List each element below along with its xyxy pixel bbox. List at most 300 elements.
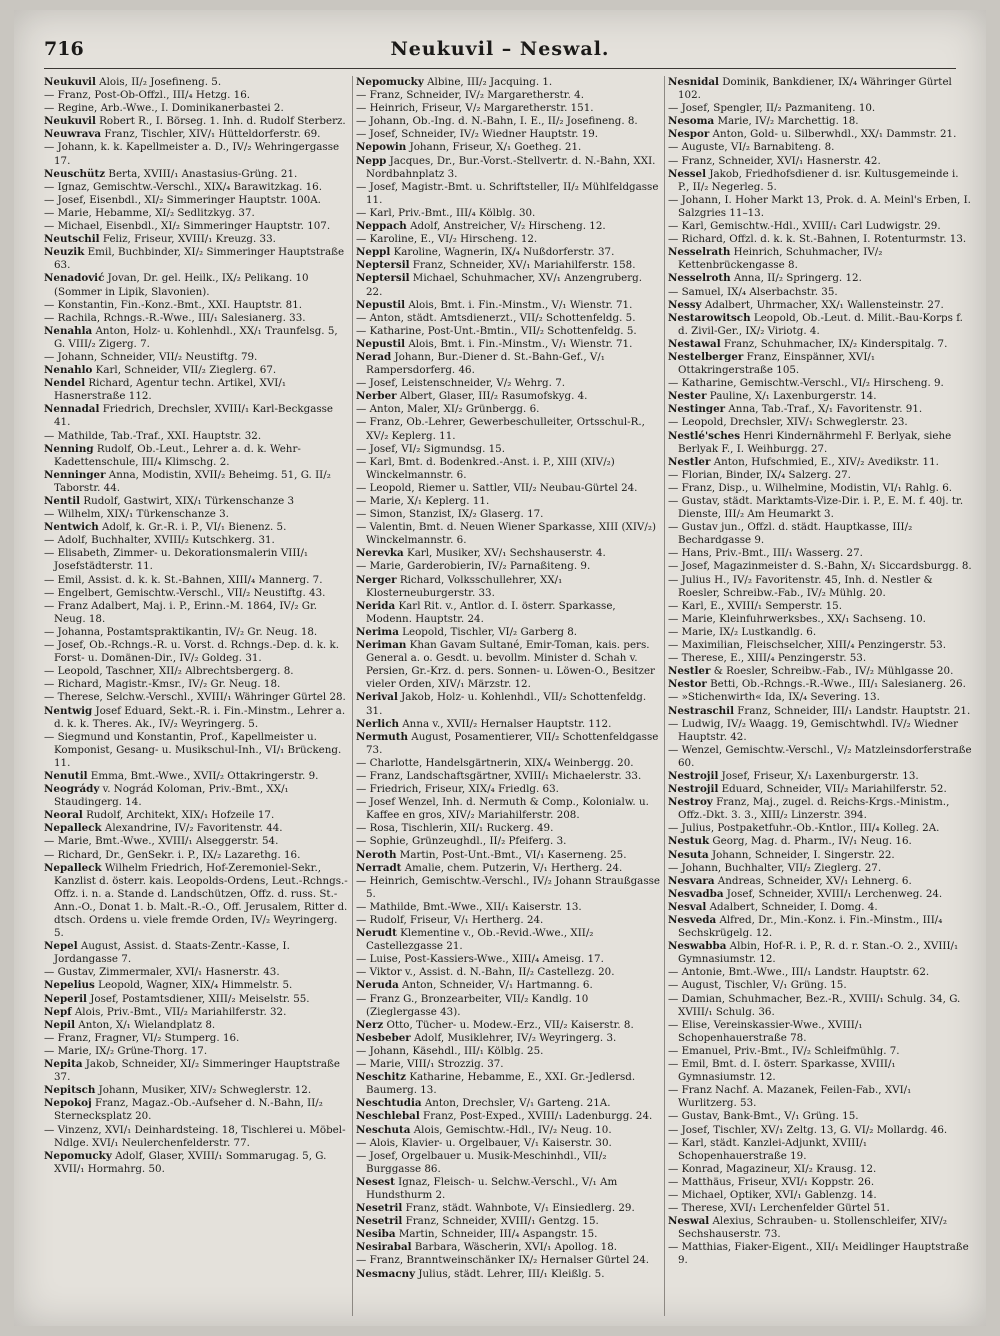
directory-entry	[356, 757, 660, 770]
entry-details: — Gustav, Zimmermaler, XVI/₁ Hasnerstr. 43.	[44, 966, 280, 979]
entry-details: Josef, Friseur, X/₁ Laxenburgerstr. 13.	[721, 769, 919, 782]
directory-entry	[356, 849, 660, 862]
entry-details: — Antonie, Bmt.-Wwe., III/₁ Landstr. Hauptstr. 62.	[668, 966, 930, 979]
entry-surname: Nepustil	[356, 298, 406, 311]
directory-entry	[668, 495, 972, 521]
entry-details: Alois, Bmt. i. Fin.-Minstm., V/₁ Wienstr. 71.	[408, 298, 633, 311]
directory-entry	[356, 181, 660, 207]
directory-entry	[44, 770, 348, 783]
entry-surname: Nestelberger	[668, 350, 744, 363]
entry-surname: Nesvara	[668, 874, 715, 887]
entry-details: — Engelbert, Gemischtw.-Verschl., VII/₂ Neustiftg. 43.	[44, 586, 326, 599]
entry-surname: Nenutil	[44, 769, 88, 782]
directory-entry	[44, 587, 348, 600]
directory-entry	[356, 246, 660, 259]
directory-entry	[668, 1084, 972, 1110]
directory-entry	[668, 194, 972, 220]
directory-entry	[44, 508, 348, 521]
directory-entry	[668, 1189, 972, 1202]
directory-entry	[356, 600, 660, 626]
entry-details: — Valentin, Bmt. d. Neuen Wiener Sparkasse, XIII (XIV/₂) Winckelmannstr. 6.	[356, 521, 656, 547]
entry-details: — Johann, k. k. Kapellmeister a. D., IV/₂ Wehringergasse 17.	[44, 141, 340, 167]
entry-details: Johann, Musiker, XIV/₂ Schweglerstr. 12.	[98, 1084, 312, 1097]
entry-details: Alois, Priv.-Bmt., VII/₂ Mariahilferstr. 32.	[74, 1005, 287, 1018]
entry-details: Franz, Schneider, XVIII/₁ Gentzg. 15.	[405, 1215, 599, 1228]
directory-entry	[356, 835, 660, 848]
entry-details: — Therese, E., XIII/₄ Penzingerstr. 53.	[668, 652, 867, 665]
directory-entry	[356, 1071, 660, 1097]
directory-entry	[356, 155, 660, 181]
directory-entry	[44, 128, 348, 141]
entry-surname: Nester	[668, 390, 707, 403]
entry-details: Adalbert, Uhrmacher, XX/₁ Wallensteinstr. 27.	[704, 298, 944, 311]
directory-entry	[356, 220, 660, 233]
directory-entry	[44, 547, 348, 573]
entry-surname: Nenning	[44, 442, 94, 455]
directory-entry	[668, 338, 972, 351]
entry-details: Anna, II/₂ Springerg. 12.	[733, 272, 862, 285]
entry-details: — Josef, Eisenbdl., XI/₂ Simmeringer Hauptstr. 100A.	[44, 193, 321, 206]
entry-details: Emma, Bmt.-Wwe., XVII/₂ Ottakringerstr. 9.	[90, 769, 319, 782]
directory-entry	[44, 194, 348, 207]
entry-surname: Nesselroth	[668, 272, 731, 285]
entry-details: Jakob, Holz- u. Kohlenhdl., VII/₂ Schottenfeldg. 31.	[366, 691, 647, 717]
entry-surname: Nepil	[44, 1018, 75, 1031]
entry-surname: Neswal	[668, 1215, 710, 1228]
entry-details: Martin, Schneider, III/₄ Aspangstr. 15.	[398, 1228, 598, 1241]
entry-surname: Nenahlo	[44, 364, 93, 377]
entry-details: Adolf, k. Gr.-R. i. P., VI/₁ Bienenz. 5.	[102, 521, 287, 534]
directory-entry	[668, 351, 972, 377]
directory-entry	[668, 246, 972, 272]
entry-details: — Josef Wenzel, Inh. d. Nermuth & Comp., Kolonialw. u. Kaffee en gros, XIV/₂ Mariahilferstr. 208.	[356, 796, 649, 822]
directory-entry	[668, 744, 972, 770]
entry-surname: Nestroy	[668, 796, 713, 809]
entry-details: August, Assist. d. Staats-Zentr.-Kasse, I. Jordangasse 7.	[54, 940, 290, 966]
entry-details: — Franz, Schneider, XVI/₁ Hasnerstr. 42.	[668, 154, 881, 167]
entry-details: — Matthäus, Friseur, XVI/₁ Koppstr. 26.	[668, 1175, 875, 1188]
directory-entry	[668, 914, 972, 940]
entry-details: — Karl, Priv.-Bmt., III/₄ Kölblg. 30.	[356, 206, 536, 219]
entry-details: Georg, Mag. d. Pharm., IV/₁ Neug. 16.	[712, 835, 912, 848]
directory-entry	[356, 482, 660, 495]
directory-entry	[668, 849, 972, 862]
entry-details: Adalbert, Schneider, I. Domg. 4.	[709, 900, 878, 913]
entry-surname: Nesval	[668, 900, 707, 913]
directory-entry	[356, 927, 660, 953]
entry-details: Adolf, Musiklehrer, IV/₂ Weyringerg. 3.	[413, 1031, 617, 1044]
entry-details: — Simon, Stanzist, IX/₂ Glaserg. 17.	[356, 508, 544, 521]
directory-entry	[668, 1110, 972, 1123]
directory-entry	[356, 1124, 660, 1137]
entry-details: Barbara, Wäscherin, XVI/₁ Apollog. 18.	[414, 1241, 618, 1254]
entry-details: Katharine, Hebamme, E., XXI. Gr.-Jedlersd. Baumerg. 13.	[366, 1071, 636, 1097]
entry-details: — Hans, Priv.-Bmt., III/₁ Wasserg. 27.	[668, 547, 863, 560]
entry-details: Julius, städt. Lehrer, III/₁ Kleißlg. 5.	[418, 1267, 605, 1280]
entry-details: — Josef, Magazinmeister d. S.-Bahn, X/₁ Siccardsburgg. 8.	[668, 560, 972, 573]
entry-details: — Gustav, städt. Marktamts-Vize-Dir. i. P., E. M. f. 40j. tr. Dienste, III/₂ Am Heumarkt 3.	[668, 495, 964, 521]
entry-details: Klementine v., Ob.-Revid.-Wwe., XII/₂ Castellezgasse 21.	[366, 927, 594, 953]
directory-entry	[44, 966, 348, 979]
entry-details: Rudolf, Ob.-Leut., Lehrer a. d. k. Wehr-Kadettenschule, III/₄ Klimschg. 2.	[54, 442, 301, 468]
entry-surname: Nepel	[44, 940, 78, 953]
directory-entry	[44, 1006, 348, 1019]
directory-entry	[356, 456, 660, 482]
directory-entry	[44, 1124, 348, 1150]
entry-details: — Adolf, Buchhalter, XVIII/₂ Kutschkerg. 31.	[44, 534, 275, 547]
entry-surname: Neppach	[356, 220, 407, 233]
directory-entry	[356, 1110, 660, 1123]
entry-surname: Neperil	[44, 992, 87, 1005]
entry-details: Otto, Tücher- u. Modew.-Erz., VII/₂ Kaiserstr. 8.	[386, 1018, 634, 1031]
directory-entry	[668, 1019, 972, 1045]
entry-details: — Julius, Postpaketfuhr.-Ob.-Kntlor., III/₄ Kolleg. 2A.	[668, 822, 940, 835]
entry-details: Jakob, Schneider, XI/₂ Simmeringer Hauptstraße 37.	[54, 1058, 341, 1084]
entry-details: Franz, Magaz.-Ob.-Aufseher d. N.-Bahn, II/₂ Sternecksplatz 20.	[54, 1097, 323, 1123]
entry-details: — Heinrich, Friseur, V/₂ Margaretherstr. 151.	[356, 102, 594, 115]
directory-entry	[356, 966, 660, 979]
directory-entry	[356, 416, 660, 442]
entry-surname: Nestuk	[668, 835, 710, 848]
entry-surname: Nesuta	[668, 848, 709, 861]
directory-entry	[356, 299, 660, 312]
entry-details: — Maximilian, Fleischselcher, XIII/₄ Penzingerstr. 53.	[668, 639, 947, 652]
entry-surname: Nesvadba	[668, 887, 724, 900]
entry-details: — Julius H., IV/₂ Favoritenstr. 45, Inh. d. Nestler & Roesler, Schreibw.-Fab., IV/₂ Mühlg. 20.	[668, 573, 933, 599]
entry-details: Berta, XVIII/₁ Anastasius-Grüng. 21.	[108, 167, 298, 180]
entry-details: Franz, Post-Exped., XVIII/₁ Ladenburgg. 24.	[423, 1110, 653, 1123]
directory-entry	[356, 731, 660, 757]
directory-entry	[356, 390, 660, 403]
entry-details: — Vinzenz, XVI/₁ Deinhardsteing. 18, Tischlerei u. Möbel-Ndlge. XVI/₁ Neulerchenfelderstr. 77.	[44, 1123, 346, 1149]
directory-entry	[668, 220, 972, 233]
directory-entry	[356, 783, 660, 796]
entry-surname: Nepokoj	[44, 1097, 92, 1110]
directory-entry	[668, 168, 972, 194]
entry-details: v. Nográd Koloman, Priv.-Bmt., XX/₁ Staudingerg. 14.	[54, 783, 289, 809]
entry-surname: Nestraschil	[668, 704, 734, 717]
entry-details: & Roesler, Schreibw.-Fab., IV/₂ Mühlgasse 20.	[713, 665, 954, 678]
entry-details: — Josef, VI/₂ Sigmundsg. 15.	[356, 442, 505, 455]
directory-entry	[44, 783, 348, 809]
entry-details: — Josef, Spengler, II/₂ Pazmaniteng. 10.	[668, 102, 876, 115]
entry-surname: Nerida	[356, 599, 396, 612]
directory-entry	[668, 299, 972, 312]
entry-details: — Karl, Gemischtw.-Hdl., XVIII/₁ Carl Ludwigstr. 29.	[668, 220, 941, 233]
directory-entry	[356, 338, 660, 351]
entry-surname: Neuschütz	[44, 167, 106, 180]
page-header	[44, 38, 956, 70]
directory-entry	[668, 718, 972, 744]
entry-details: — Damian, Schuhmacher, Bez.-R., XVIII/₁ Schulg. 34, G. XVIII/₁ Schulg. 36.	[668, 992, 961, 1018]
directory-entry	[44, 600, 348, 626]
directory-entry	[668, 416, 972, 429]
directory-entry	[356, 1215, 660, 1228]
entry-details: Friedrich, Drechsler, XVIII/₁ Karl-Beckgasse 41.	[54, 403, 333, 429]
directory-entry	[668, 1058, 972, 1084]
entry-details: — Auguste, VI/₂ Barnabiteng. 8.	[668, 141, 835, 154]
entry-details: — Josef, Schneider, IV/₂ Wiedner Hauptstr. 19.	[356, 128, 599, 141]
directory-entry	[668, 469, 972, 482]
entry-details: — Marie, Bmt.-Wwe., XVIII/₁ Alseggerstr. 54.	[44, 835, 279, 848]
directory-entry	[44, 1058, 348, 1084]
entry-details: — Franz G., Bronzearbeiter, VII/₂ Kandlg. 10 (Zieglergasse 43).	[356, 992, 589, 1018]
entry-details: Franz, Schneider, XV/₁ Mariahilferstr. 158.	[412, 259, 636, 272]
entry-surname: Nepitsch	[44, 1084, 96, 1097]
entry-details: Anton, Hufschmied, E., XIV/₂ Avedikstr. 11.	[713, 455, 939, 468]
entry-details: — Therese, XVI/₁ Lerchenfelder Gürtel 51.	[668, 1202, 890, 1215]
entry-surname: Nepalleck	[44, 861, 102, 874]
entry-details: Franz, Schneider, III/₁ Landstr. Hauptstr. 21.	[737, 704, 971, 717]
entry-details: Josef Eduard, Sekt.-R. i. Fin.-Minstm., Lehrer a. d. k. k. Theres. Ak., IV/₂ Weyringerg. 5.	[54, 704, 346, 730]
directory-entry	[356, 443, 660, 456]
directory-entry	[44, 639, 348, 665]
directory-entry	[356, 691, 660, 717]
directory-entry	[668, 403, 972, 416]
directory-entry	[668, 1045, 972, 1058]
entry-details: — Franz, Post-Ob-Offzl., III/₄ Hetzg. 16.	[44, 89, 251, 102]
entry-details: — Josef, Orgelbauer u. Musik-Meschinhdl., VII/₂ Burggasse 86.	[356, 1149, 607, 1175]
entry-surname: Nesetril	[356, 1202, 403, 1215]
directory-entry	[668, 901, 972, 914]
entry-details: Adolf, Glaser, XVIII/₁ Sommarugag. 5, G. XVII/₁ Hormahrg. 50.	[54, 1149, 327, 1175]
entry-surname: Nepomucky	[44, 1149, 112, 1162]
directory-entry	[44, 678, 348, 691]
directory-entry	[668, 888, 972, 901]
entry-details: Anna, Modistin, XVII/₂ Beheimg. 51, G. II/₂ Taborstr. 44.	[54, 468, 331, 494]
entry-surname: Nepalleck	[44, 822, 102, 835]
directory-entry	[668, 862, 972, 875]
entry-surname: Neuzik	[44, 246, 85, 259]
directory-entry	[668, 600, 972, 613]
entry-details: — Konstantin, Fin.-Konz.-Bmt., XXI. Hauptstr. 81.	[44, 298, 303, 311]
directory-entry	[356, 312, 660, 325]
directory-entry	[44, 1084, 348, 1097]
entry-details: — Matthias, Fiaker-Eigent., XII/₁ Meidlinger Hauptstraße 9.	[668, 1241, 969, 1267]
directory-entry	[356, 1137, 660, 1150]
directory-entry	[356, 1176, 660, 1202]
entry-details: Eduard, Schneider, VII/₂ Mariahilferstr. 52.	[721, 783, 947, 796]
directory-entry	[668, 521, 972, 547]
entry-surname: Nesmacny	[356, 1267, 416, 1280]
entry-surname: Nestor	[668, 678, 707, 691]
directory-entry	[356, 102, 660, 115]
entry-details: — Franz Adalbert, Maj. i. P., Erinn.-M. 1864, IV/₂ Gr. Neug. 18.	[44, 599, 318, 625]
directory-entry	[668, 102, 972, 115]
entry-surname: Nerger	[356, 573, 397, 586]
entry-details: Feliz, Friseur, XVIII/₁ Kreuzg. 33.	[102, 233, 276, 246]
entry-details: Anton, Drechsler, V/₁ Garteng. 21A.	[424, 1097, 611, 1110]
directory-entry	[356, 953, 660, 966]
directory-entry	[668, 770, 972, 783]
entry-surname: Neruda	[356, 979, 399, 992]
entry-details: — Johann, I. Hoher Markt 13, Prok. d. A. Meinl's Erben, I. Salzgries 11–13.	[668, 193, 971, 219]
entry-surname: Neschitz	[356, 1071, 407, 1084]
entry-details: — Franz, Fragner, VI/₂ Stumperg. 16.	[44, 1031, 240, 1044]
directory-entry	[44, 76, 348, 89]
entry-details: — Josef, Tischler, XV/₁ Zeltg. 13, G. VI/₂ Mollardg. 46.	[668, 1123, 948, 1136]
entry-surname: Nesest	[356, 1175, 395, 1188]
directory-entry	[668, 115, 972, 128]
entry-details: Alfred, Dr., Min.-Konz. i. Fin.-Minstm., III/₄ Sechskrügelg. 12.	[678, 914, 943, 940]
directory-entry	[668, 76, 972, 102]
entry-details: Anton, Gold- u. Silberwhdl., XX/₁ Dammstr. 21.	[712, 128, 957, 141]
directory-entry	[44, 181, 348, 194]
entry-surname: Nestawal	[668, 337, 721, 350]
directory-entry	[356, 796, 660, 822]
directory-entry	[668, 705, 972, 718]
directory-entry	[44, 102, 348, 115]
entry-surname: Nepowin	[356, 141, 407, 154]
entry-details: — Johann, Käsehdl., III/₁ Kölblg. 25.	[356, 1044, 544, 1057]
entry-details: Anton, X/₁ Wielandplatz 8.	[78, 1018, 216, 1031]
entry-surname: Nerber	[356, 390, 397, 403]
entry-surname: Nesselrath	[668, 246, 731, 259]
entry-details: — Karoline, E., VI/₂ Hirscheng. 12.	[356, 233, 538, 246]
entry-surname: Nestarowitsch	[668, 311, 751, 324]
entry-details: — Franz, Schneider, IV/₂ Margaretherstr. 4.	[356, 89, 584, 102]
entry-details: Johann, Friseur, X/₁ Goetheg. 21.	[409, 141, 582, 154]
directory-entry	[44, 574, 348, 587]
entry-surname: Neriman	[356, 639, 407, 652]
directory-entry	[44, 141, 348, 167]
entry-surname: Nenninger	[44, 468, 106, 481]
directory-entry	[668, 377, 972, 390]
entry-details: Ignaz, Fleisch- u. Selchw.-Verschl., V/₁ Am Hundsthurm 2.	[366, 1175, 618, 1201]
entry-details: Jacques, Dr., Bur.-Vorst.-Stellvertr. d. N.-Bahn, XXI. Nordbahnplatz 3.	[366, 154, 656, 180]
entry-details: — Katharine, Post-Unt.-Bmtin., VII/₂ Schottenfeldg. 5.	[356, 324, 637, 337]
directory-entry	[44, 364, 348, 377]
directory-entry	[356, 993, 660, 1019]
directory-entry	[356, 128, 660, 141]
entry-details: — Alois, Klavier- u. Orgelbauer, V/₁ Kaiserstr. 30.	[356, 1136, 612, 1149]
directory-entry	[44, 495, 348, 508]
entry-details: — Gustav, Bank-Bmt., V/₁ Grüng. 15.	[668, 1110, 859, 1123]
directory-entry	[668, 1202, 972, 1215]
entry-details: Andreas, Schneider, XV/₁ Lehnerg. 6.	[717, 874, 912, 887]
directory-entry	[44, 220, 348, 233]
entry-details: Albin, Hof-R. i. P., R. d. r. Stan.-O. 2., XVIII/₁ Gymnasiumstr. 12.	[678, 940, 959, 966]
entry-surname: Neschuta	[356, 1123, 411, 1136]
entry-surname: Nesveda	[668, 914, 717, 926]
entry-details: — Ludwig, IV/₂ Waagg. 19, Gemischtwhdl. IV/₂ Wiedner Hauptstr. 42.	[668, 717, 959, 743]
directory-entry	[668, 1241, 972, 1267]
directory-entry	[44, 849, 348, 862]
entry-details: Marie, IV/₂ Marchettig. 18.	[717, 115, 859, 128]
entry-surname: Nerima	[356, 625, 399, 638]
directory-entry	[668, 875, 972, 888]
entry-details: Amalie, chem. Putzerin, V/₁ Hertherg. 24.	[404, 861, 623, 874]
directory-entry	[44, 862, 348, 941]
entry-surname: Nepomucky	[356, 76, 424, 88]
entry-details: Leopold, Wagner, XIX/₄ Himmelstr. 5.	[98, 979, 293, 992]
entry-details: — Marie, IX/₂ Lustkandlg. 6.	[668, 625, 817, 638]
entry-details: Robert R., I. Börseg. 1. Inh. d. Rudolf Sterberz.	[99, 115, 346, 128]
entry-surname: Nerudt	[356, 927, 397, 940]
directory-entry	[44, 534, 348, 547]
entry-surname: Nerlich	[356, 717, 399, 730]
entry-details: — Michael, Eisenbdl., XI/₂ Simmeringer Hauptstr. 107.	[44, 220, 331, 233]
directory-entry	[44, 626, 348, 639]
directory-entry	[44, 1150, 348, 1176]
entry-surname: Nenadović	[44, 272, 105, 285]
entry-details: — Wilhelm, XIX/₁ Türkenschanze 3.	[44, 508, 229, 521]
directory-entry	[668, 482, 972, 495]
directory-entry	[356, 547, 660, 560]
entry-details: — Marie, VIII/₁ Strozzig. 37.	[356, 1058, 504, 1071]
entry-details: Alexandrine, IV/₂ Favoritenstr. 44.	[104, 822, 283, 835]
entry-details: — Mathilde, Tab.-Traf., XXI. Hauptstr. 32.	[44, 429, 262, 442]
entry-surname: Nespor	[668, 128, 710, 141]
directory-entry	[44, 1097, 348, 1123]
directory-entry	[356, 875, 660, 901]
entry-details: Karoline, Wagnerin, IX/₄ Nußdorferstr. 37.	[393, 246, 615, 259]
entry-details: Dominik, Bankdiener, IX/₄ Währinger Gürtel 102.	[678, 76, 952, 102]
entry-details: — Leopold, Riemer u. Sattler, VII/₂ Neubau-Gürtel 24.	[356, 481, 638, 494]
entry-details: — Franz, Disp., u. Wilhelmine, Modistin, VI/₁ Rahlg. 6.	[668, 481, 953, 494]
directory-entry	[44, 168, 348, 181]
directory-entry	[668, 783, 972, 796]
entry-surname: Nessy	[668, 298, 702, 311]
directory-entry	[356, 718, 660, 731]
directory-entry	[44, 403, 348, 429]
directory-entry	[668, 940, 972, 966]
entry-details: Wilhelm Friedrich, Hof-Zeremoniel-Sekr., Kanzlist d. österr. kais. Leopolds-Ordens, Leut.-Rchngs.-Offz. i. n. a. Stande d. Landschützen, Offz. d. russ. St.-Ann.-O., Donat 1. b. Malt.-R.-O., Off. Jerusalem, Ritter d. dtsch. Ordens u. viele fremde Orden, IV/₂ Weyringerg. 5.	[54, 861, 348, 940]
directory-entry	[44, 115, 348, 128]
directory-entry	[668, 155, 972, 168]
directory-entry	[356, 508, 660, 521]
directory-entry	[356, 560, 660, 573]
entry-surname: Neswabba	[668, 940, 727, 953]
page-number: 716	[44, 38, 84, 60]
directory-entry	[44, 1032, 348, 1045]
directory-entry	[356, 272, 660, 298]
running-head: Neukuvil – Neswal.	[390, 38, 610, 60]
directory-entry	[44, 377, 348, 403]
entry-details: — Richard, Offzl. d. k. k. St.-Bahnen, I. Rotenturmstr. 13.	[668, 233, 967, 246]
directory-entry	[44, 430, 348, 443]
directory-entry	[44, 207, 348, 220]
entry-details: — Franz, Branntweinschänker IX/₂ Hernalser Gürtel 24.	[356, 1254, 650, 1267]
entry-details: — Wenzel, Gemischtw.-Verschl., V/₂ Matzleinsdorferstraße 60.	[668, 743, 972, 769]
directory-entry	[668, 652, 972, 665]
directory-entry	[668, 430, 972, 456]
entry-details: — Johann, Ob.-Ing. d. N.-Bahn, I. E., II/₂ Josefineng. 8.	[356, 115, 638, 128]
entry-details: — Samuel, IX/₄ Alserbachstr. 35.	[668, 285, 838, 298]
directory-entry	[44, 822, 348, 835]
entry-details: Richard, Agentur techn. Artikel, XVI/₁ Hasnerstraße 112.	[54, 377, 286, 403]
entry-details: — Konrad, Magazineur, XI/₂ Krausg. 12.	[668, 1162, 877, 1175]
directory-entry	[668, 456, 972, 469]
entry-details: Richard, Volksschullehrer, XX/₁ Klosterneuburgerstr. 33.	[366, 573, 563, 599]
directory-entry	[44, 731, 348, 770]
entry-details: Franz, Maj., zugel. d. Reichs-Krgs.-Ministm., Offz.-Dkt. 3. 3., XIII/₂ Linzerstr. 394.	[678, 796, 950, 822]
entry-surname: Nesiba	[356, 1228, 396, 1241]
directory-entry	[356, 639, 660, 691]
entry-details: — Rosa, Tischlerin, XII/₁ Ruckerg. 49.	[356, 822, 554, 835]
entry-surname: Nentwig	[44, 704, 93, 717]
entry-details: — Friedrich, Friseur, XIX/₄ Friedlg. 63.	[356, 783, 559, 796]
entry-details: Jovan, Dr. gel. Heilk., IX/₂ Pelikang. 10 (Sommer in Lipik, Slavonien).	[54, 272, 309, 298]
entry-details: August, Posamentierer, VII/₂ Schottenfeldgasse 73.	[366, 730, 659, 756]
entry-surname: Nestlé'sches	[668, 429, 741, 442]
entry-details: — Rudolf, Friseur, V/₁ Hertherg. 24.	[356, 914, 544, 926]
directory-entry	[668, 1137, 972, 1163]
entry-details: Karl Rit. v., Antlor. d. I. österr. Sparkasse, Modenn. Hauptstr. 24.	[366, 599, 616, 625]
directory-entry	[356, 207, 660, 220]
directory-entry	[668, 286, 972, 299]
directory-entry	[44, 233, 348, 246]
